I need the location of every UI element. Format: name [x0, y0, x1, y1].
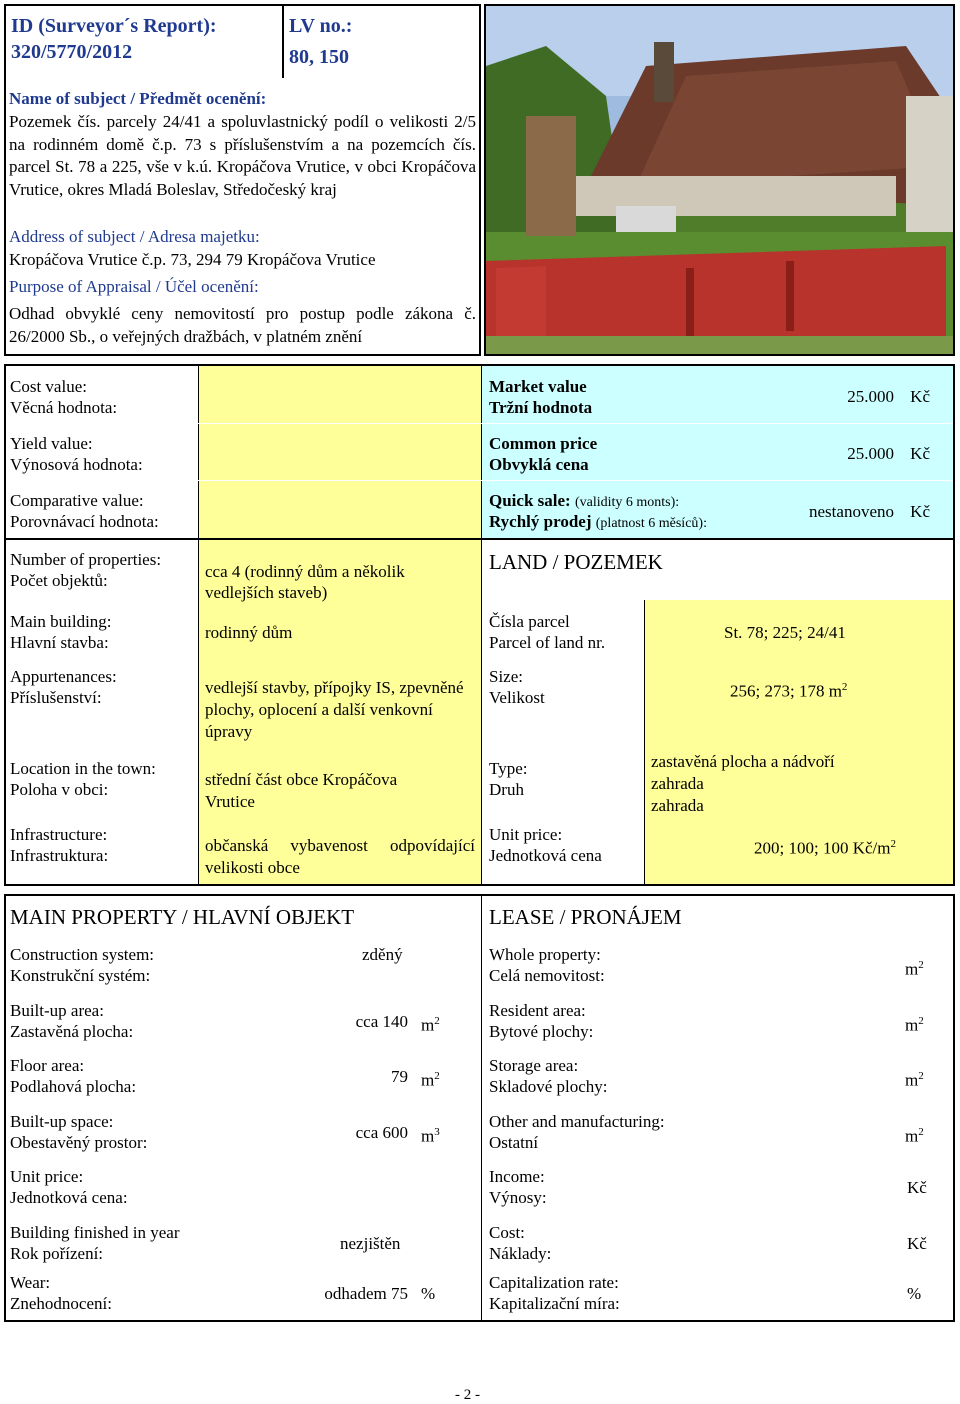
whole-property-label-en: Whole property:: [489, 945, 601, 964]
resident-area-sup: 2: [918, 1015, 924, 1027]
lv-value: 80, 150: [289, 46, 349, 68]
construction-label-cz: Konstrukční systém:: [10, 966, 151, 985]
floor-area-sup: 2: [434, 1070, 440, 1082]
lease-heading: LEASE / PRONÁJEM: [489, 905, 682, 929]
main-building-label-cz: Hlavní stavba:: [10, 633, 109, 652]
comparative-value-label-cz: Porovnávací hodnota:: [10, 512, 159, 531]
capitalization-label-cz: Kapitalizační míra:: [489, 1294, 620, 1313]
other-area-sup: 2: [918, 1126, 924, 1138]
unit-price-label-cz: Jednotková cena:: [10, 1188, 128, 1207]
builtup-area-label-cz: Zastavěná plocha:: [10, 1022, 134, 1041]
other-area-label-en: Other and manufacturing:: [489, 1112, 665, 1131]
parcel-label-en: Parcel of land nr.: [489, 633, 606, 652]
purpose-heading: Purpose of Appraisal / Účel ocenění:: [9, 277, 259, 296]
builtup-area-label-en: Built-up area:: [10, 1001, 104, 1020]
yield-value-label-en: Yield value:: [10, 434, 93, 453]
cost-value-label-cz: Věcná hodnota:: [10, 398, 118, 417]
capitalization-unit: %: [907, 1284, 922, 1303]
common-price-currency: Kč: [910, 444, 930, 463]
floor-area-unit: m: [421, 1070, 435, 1090]
appurtenances-label-cz: Příslušenství:: [10, 688, 102, 707]
main-property-heading: MAIN PROPERTY / HLAVNÍ OBJEKT: [10, 905, 355, 929]
address-heading: Address of subject / Adresa majetku:: [9, 227, 260, 246]
construction-label-en: Construction system:: [10, 945, 155, 964]
builtup-space-label-en: Built-up space:: [10, 1112, 114, 1131]
wear-label-en: Wear:: [10, 1273, 51, 1292]
market-value-number: 25.000: [847, 387, 894, 406]
floor-area-label-cz: Podlahová plocha:: [10, 1077, 137, 1096]
construction-value: zděný: [362, 945, 403, 964]
num-properties-label-en: Number of properties:: [10, 550, 162, 569]
quick-sale-label-cz: Rychlý prodej: [489, 512, 592, 531]
whole-property-unit: m: [905, 959, 919, 979]
main-building-value: rodinný dům: [205, 623, 293, 642]
purpose-text: Odhad obvyklé ceny nemovitostí pro postup podle zákona č. 26/2000 Sb., o veřejných dražbách, v platném znění: [9, 304, 476, 346]
quick-sale-validity-en: (validity 6 monts):: [574, 495, 680, 510]
location-label-en: Location in the town:: [10, 759, 156, 778]
address-text: Kropáčova Vrutice č.p. 73, 294 79 Kropáčova Vrutice: [9, 250, 376, 269]
market-value-label-en: Market value: [489, 377, 587, 396]
market-value-label-cz: Tržní hodnota: [489, 398, 593, 417]
unit-price-land-label-cz: Jednotková cena: [489, 846, 602, 865]
quick-sale-label-en: Quick sale:: [489, 491, 571, 510]
income-unit: Kč: [907, 1178, 927, 1197]
location-value: střední část obce Kropáčova Vrutice: [205, 770, 398, 811]
floor-area-label-en: Floor area:: [10, 1056, 85, 1075]
land-heading: LAND / POZEMEK: [489, 550, 663, 574]
storage-area-sup: 2: [918, 1070, 924, 1082]
resident-area-unit: m: [905, 1015, 919, 1035]
page-number: - 2 -: [455, 1387, 480, 1403]
lv-label: LV no.:: [289, 15, 353, 37]
storage-area-unit: m: [905, 1070, 919, 1090]
parcel-label-cz: Čísla parcel: [489, 612, 570, 631]
type-value-1: zastavěná plocha a nádvoří: [651, 752, 835, 771]
size-label-cz: Velikost: [489, 688, 545, 707]
storage-area-label-en: Storage area:: [489, 1056, 579, 1075]
finished-year-value: nezjištěn: [340, 1234, 401, 1253]
header-divider: [282, 4, 284, 78]
whole-property-sup: 2: [918, 959, 924, 971]
comparative-value-label-en: Comparative value:: [10, 491, 144, 510]
type-value-2: zahrada: [651, 774, 704, 793]
capitalization-label-en: Capitalization rate:: [489, 1273, 619, 1292]
size-label-en: Size:: [489, 667, 523, 686]
builtup-space-unit: m: [421, 1126, 435, 1146]
subject-name-text: Pozemek čís. parcely 24/41 a spoluvlastnický podíl o velikosti 2/5 na rodinném domě č.p. 73 s příslušenstvím a na pozemcích čís. parcel St. 78 a 225, vše v k.ú. Kropáčova Vrutice, v obci Kropáčova Vrutice, okres Mladá Boleslav, Středočeský kraj: [9, 112, 476, 199]
market-value-currency: Kč: [910, 387, 930, 406]
wear-label-cz: Znehodnocení:: [10, 1294, 112, 1313]
location-label-cz: Poloha v obci:: [10, 780, 109, 799]
other-area-label-cz: Ostatní: [489, 1133, 539, 1152]
income-label-en: Income:: [489, 1167, 545, 1186]
yield-value-label-cz: Výnosová hodnota:: [10, 455, 143, 474]
infrastructure-label-cz: Infrastruktura:: [10, 846, 109, 865]
subject-name-heading: Name of subject / Předmět ocenění:: [9, 89, 267, 108]
quick-sale-currency: Kč: [910, 502, 930, 521]
common-price-label-cz: Obvyklá cena: [489, 455, 589, 474]
unit-price-land-label-en: Unit price:: [489, 825, 563, 844]
builtup-space-label-cz: Obestavěný prostor:: [10, 1133, 148, 1152]
size-sup: 2: [841, 681, 848, 693]
common-price-label-en: Common price: [489, 434, 598, 453]
type-label-en: Type:: [489, 759, 528, 778]
property-photo: [484, 4, 955, 356]
report-id-label: ID (Surveyor´s Report):: [11, 15, 217, 37]
finished-year-label-en: Building finished in year: [10, 1223, 180, 1242]
num-properties-value: cca 4 (rodinný dům a několik vedlejších staveb): [205, 562, 405, 602]
size-value: 256; 273; 178 m: [730, 681, 842, 701]
builtup-area-sup: 2: [434, 1015, 440, 1027]
appurtenances-value: vedlejší stavby, přípojky IS, zpevněné plochy, oplocení a další venkovní úpravy: [205, 678, 464, 741]
unit-price-label-en: Unit price:: [10, 1167, 84, 1186]
whole-property-label-cz: Celá nemovitost:: [489, 966, 605, 985]
storage-area-label-cz: Skladové plochy:: [489, 1077, 608, 1096]
quick-sale-validity-cz: (platnost 6 měsíců):: [595, 516, 707, 531]
resident-area-label-en: Resident area:: [489, 1001, 586, 1020]
cost-unit: Kč: [907, 1234, 927, 1253]
wear-unit: %: [421, 1284, 436, 1303]
type-value-3: zahrada: [651, 796, 704, 815]
infrastructure-label-en: Infrastructure:: [10, 825, 108, 844]
infrastructure-value: občanská vybavenost odpovídající velikosti obce: [205, 836, 475, 877]
common-price-number: 25.000: [847, 444, 894, 463]
unit-price-land-value: 200; 100; 100 Kč/m: [754, 838, 891, 858]
appurtenances-label-en: Appurtenances:: [10, 667, 117, 686]
builtup-area-unit: m: [421, 1015, 435, 1035]
floor-area-value: 79: [391, 1067, 408, 1086]
values-yellow-column: [198, 366, 481, 538]
builtup-space-value: cca 600: [355, 1123, 408, 1142]
wear-value: odhadem 75: [324, 1284, 408, 1303]
builtup-space-sup: 3: [434, 1126, 440, 1138]
report-id-value: 320/5770/2012: [11, 41, 133, 63]
builtup-area-value: cca 140: [355, 1012, 408, 1031]
num-properties-label-cz: Počet objektů:: [10, 571, 108, 590]
income-label-cz: Výnosy:: [489, 1188, 547, 1207]
cost-value-label-en: Cost value:: [10, 377, 87, 396]
unit-price-land-sup: 2: [890, 838, 896, 850]
finished-year-label-cz: Rok pořízení:: [10, 1244, 104, 1263]
main-building-label-en: Main building:: [10, 612, 112, 631]
house-photo-image: [486, 6, 953, 354]
parcel-value: St. 78; 225; 24/41: [724, 623, 846, 642]
cost-label-cz: Náklady:: [489, 1244, 552, 1263]
resident-area-label-cz: Bytové plochy:: [489, 1022, 594, 1041]
cost-label-en: Cost:: [489, 1223, 525, 1242]
quick-sale-value: nestanoveno: [809, 502, 894, 521]
type-label-cz: Druh: [489, 780, 524, 799]
other-area-unit: m: [905, 1126, 919, 1146]
